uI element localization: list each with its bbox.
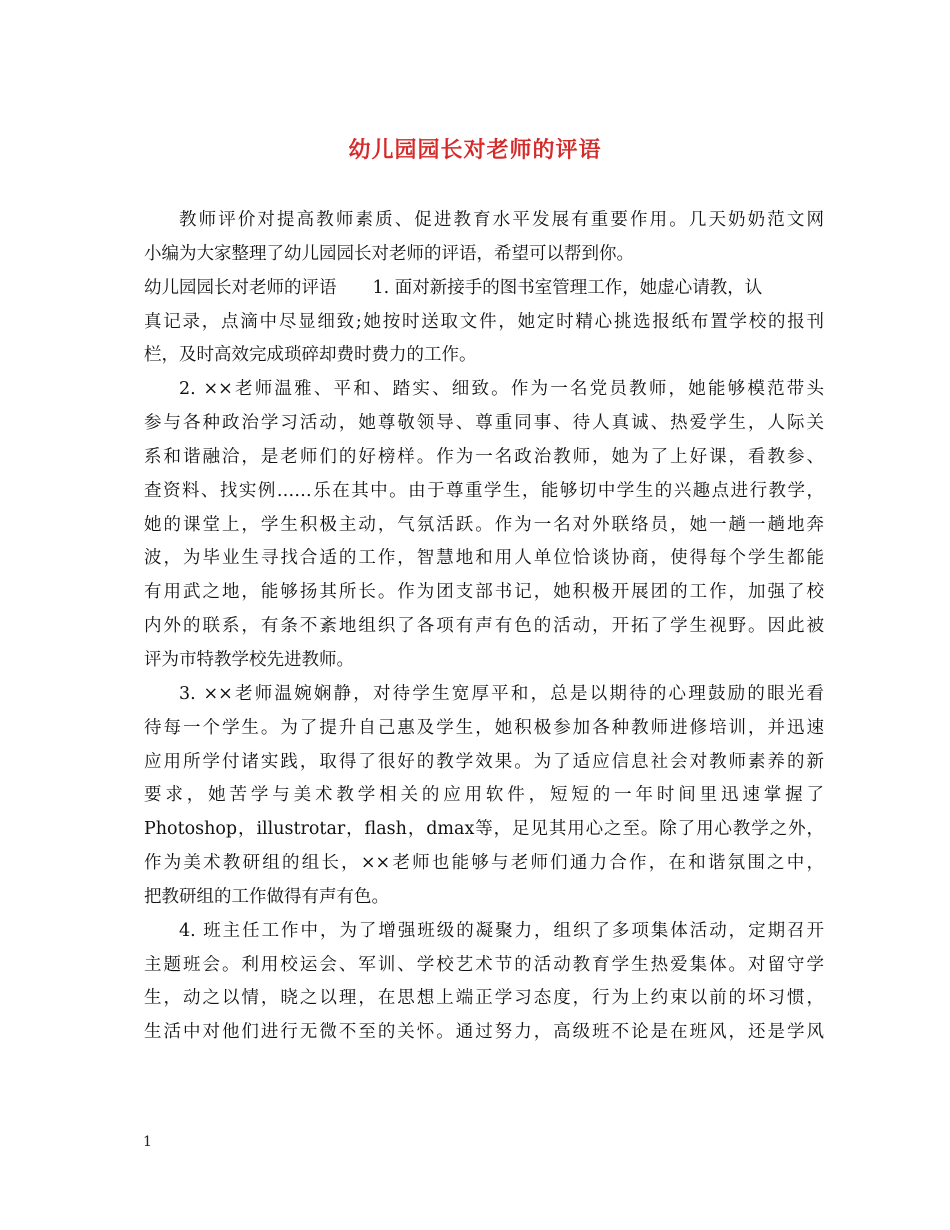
document-body bbox=[144, 204, 824, 1050]
text-line: 3. ××老师温婉娴静，对待学生宽厚平和，总是以期待的心理鼓励的眼光看 bbox=[179, 683, 824, 704]
text-line: 真记录，点滴中尽显细致;她按时送取文件，她定时精心挑选报纸布置学校的报刊 bbox=[144, 311, 824, 332]
text-line: 内外的联系，有条不紊地组织了各项有声有色的活动，开拓了学生视野。因此被 bbox=[144, 616, 824, 637]
section-heading: 幼儿园园长对老师的评语 bbox=[144, 277, 337, 298]
text-line: 小编为大家整理了幼儿园园长对老师的评语，希望可以帮到你。 bbox=[144, 243, 634, 264]
text-line: 要求，她苦学与美术教学相关的应用软件，短短的一年时间里迅速掌握了 bbox=[144, 785, 824, 806]
text-line: 有用武之地，能够扬其所长。作为团支部书记，她积极开展团的工作，加强了校 bbox=[144, 582, 824, 603]
text-line: 把教研组的工作做得有声有色。 bbox=[144, 886, 389, 907]
page-number: 1 bbox=[143, 1134, 152, 1150]
text-line: 4. 班主任工作中，为了增强班级的凝聚力，组织了多项集体活动，定期召开 bbox=[179, 920, 824, 941]
text-line: Photoshop，illustrotar，flash，dmax等，足见其用心之至。除了用心教学之外， bbox=[144, 819, 824, 840]
text-line: 生活中对他们进行无微不至的关怀。通过努力，高级班不论是在班风，还是学风 bbox=[144, 1022, 824, 1043]
text-line: 教师评价对提高教师素质、促进教育水平发展有重要作用。几天奶奶范文网 bbox=[179, 210, 824, 230]
text-line: 评为市特教学校先进教师。 bbox=[144, 649, 354, 670]
text-line bbox=[144, 272, 824, 306]
text-line: 栏，及时高效完成琐碎却费时费力的工作。 bbox=[144, 345, 477, 366]
text-line: 生，动之以情，晓之以理，在思想上端正学习态度，行为上约束以前的坏习惯， bbox=[144, 988, 824, 1009]
text-line: 应用所学付诸实践，取得了很好的教学效果。为了适应信息社会对教师素养的新 bbox=[144, 751, 824, 772]
text-line: 参与各种政治学习活动，她尊敬领导、尊重同事、待人真诚、热爱学生，人际关 bbox=[144, 413, 824, 434]
text-line: 作为美术教研组的组长，××老师也能够与老师们通力合作，在和谐氛围之中， bbox=[144, 853, 824, 874]
text-line: 查资料、找实例……乐在其中。由于尊重学生，能够切中学生的兴趣点进行教学， bbox=[144, 480, 824, 501]
text-line: 2. ××老师温雅、平和、踏实、细致。作为一名党员教师，她能够模范带头 bbox=[179, 379, 824, 400]
text-line: 主题班会。利用校运会、军训、学校艺术节的活动教育学生热爱集体。对留守学 bbox=[144, 954, 824, 975]
document-title: 幼儿园园长对老师的评语 bbox=[348, 137, 602, 163]
text-line: 系和谐融洽，是老师们的好榜样。作为一名政治教师，她为了上好课，看教参、 bbox=[144, 446, 824, 467]
text-line: 待每一个学生。为了提升自己惠及学生，她积极参加各种教师进修培训，并迅速 bbox=[144, 717, 824, 738]
text-line: 她的课堂上，学生积极主动，气氛活跃。作为一名对外联络员，她一趟一趟地奔 bbox=[144, 514, 824, 535]
text-segment: 1. 面对新接手的图书室管理工作，她虚心请教，认 bbox=[372, 277, 763, 298]
text-line: 波，为毕业生寻找合适的工作，智慧地和用人单位恰谈协商，使得每个学生都能 bbox=[144, 548, 824, 569]
